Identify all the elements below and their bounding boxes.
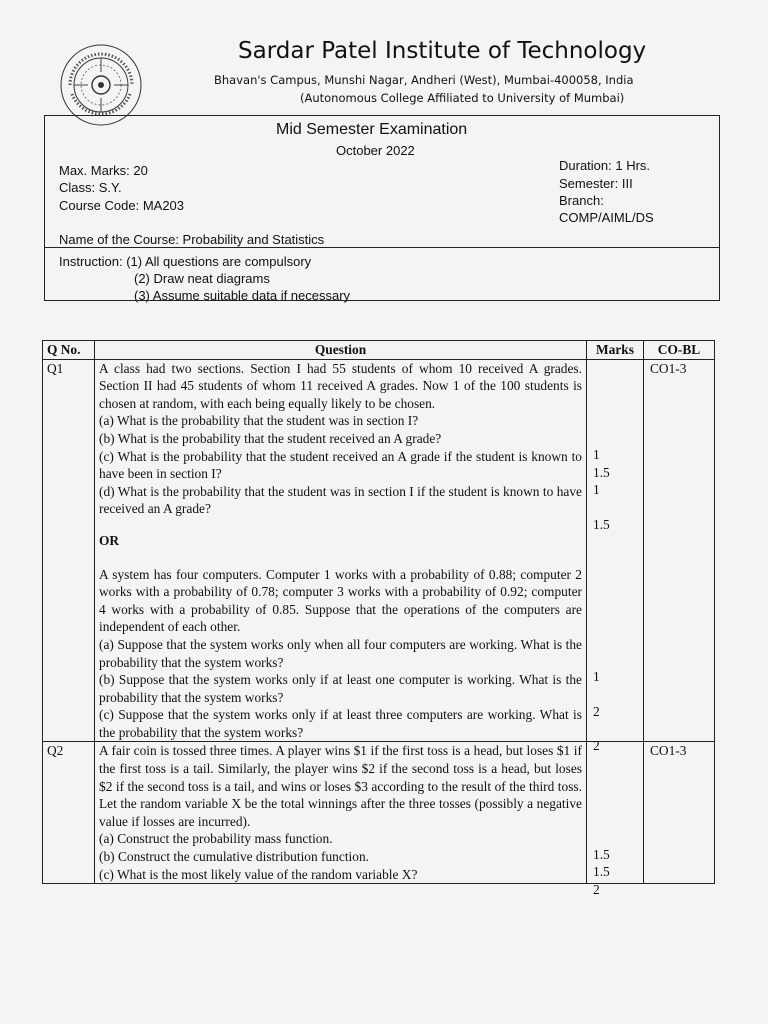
marks-value: 1.5: [593, 847, 610, 863]
question-part: (c) What is the most likely value of the random variable X?: [99, 866, 418, 882]
institute-affiliation: (Autonomous College Affiliated to University of Mumbai): [300, 91, 625, 105]
header-qno: Q No.: [43, 341, 95, 360]
co-bl-value: CO1-3: [644, 742, 715, 884]
table-row: [43, 359, 715, 742]
marks-cell: [587, 359, 644, 753]
instruction-line: Instruction: (1) All questions are compulsory: [59, 254, 312, 269]
question-part: (b) Suppose that the system works only if at least one computer is working. What is the probability that the system works?: [99, 672, 582, 705]
table-header-row: [43, 341, 715, 360]
max-marks: Max. Marks: 20: [59, 163, 148, 178]
question-part: (b) Construct the cumulative distribution function.: [99, 849, 369, 865]
or-label: OR: [99, 532, 120, 548]
marks-value: 2: [593, 882, 600, 898]
branch-value: COMP/AIML/DS: [559, 210, 654, 225]
question-part: (b) What is the probability that the student received an A grade?: [99, 430, 442, 446]
question-number: Q1: [43, 359, 95, 742]
course-code: Course Code: MA203: [59, 198, 185, 213]
marks-value: 1.5: [593, 516, 610, 532]
branch-label: Branch:: [559, 193, 604, 208]
marks-value: 2: [593, 737, 600, 753]
header-co-bl: CO-BL: [644, 341, 715, 360]
exam-box-divider: [44, 247, 720, 248]
semester: Semester: III: [559, 176, 633, 191]
class-info: Class: S.Y.: [59, 180, 122, 195]
course-name: Name of the Course: Probability and Statistics: [59, 232, 325, 247]
co-bl-value: CO1-3: [644, 359, 715, 742]
question-number: Q2: [43, 742, 95, 884]
question-part: (c) What is the probability that the student received an A grade if the student is known to have been in section I?: [99, 448, 582, 482]
marks-value: 1.5: [593, 464, 610, 480]
question-intro: A class had two sections. Section I had 55 students of whom 10 received A grades. Section II had 45 students of whom 11 received A grades. Now 1 of the 100 students is chosen at random, with each being equally likely to be chosen.: [99, 360, 582, 411]
instruction-line: (3) Assume suitable data if necessary: [134, 288, 351, 303]
exam-title: Mid Semester Examination: [276, 121, 468, 138]
table-row: [43, 742, 715, 884]
question-part: (c) Suppose that the system works only if at least three computers are working. What is the probability that the system works?: [99, 707, 582, 740]
institute-address: Bhavan's Campus, Munshi Nagar, Andheri (West), Mumbai-400058, India: [214, 73, 634, 87]
question-text: [95, 359, 587, 742]
exam-month: October 2022: [336, 143, 415, 158]
question-part: (a) Suppose that the system works only when all four computers are working. What is the probability that the system works?: [99, 636, 582, 670]
duration: Duration: 1 Hrs.: [559, 158, 651, 173]
question-text: [95, 742, 587, 884]
marks-value: 1: [593, 668, 600, 684]
marks-value: 2: [593, 703, 600, 719]
marks-value: 1: [593, 481, 600, 497]
question-intro: A system has four computers. Computer 1 works with a probability of 0.88; computer 2 works with a probability of 0.78; computer 3 works with a probability of 0.92; computer 4 works with a probability of 0.85. Suppose that the operations of the computers are independent of each other.: [99, 566, 582, 635]
institute-name: Sardar Patel Institute of Technology: [238, 38, 647, 64]
header-marks: Marks: [587, 341, 644, 360]
question-table: [42, 340, 715, 898]
question-intro: A fair coin is tossed three times. A player wins $1 if the first toss is a head, but loses $1 if the first toss is a tail. Similarly, the player wins $2 if the second toss is a head, but loses $2 if the second toss is a tail, and wins or loses $3 according to the result of the third toss. Let the random variable X be the total winnings after the three tosses (possibly a negative value if losses are incurred).: [99, 743, 582, 829]
marks-value: 1: [593, 446, 600, 462]
question-part: (a) What is the probability that the student was in section I?: [99, 413, 419, 429]
instruction-line: (2) Draw neat diagrams: [134, 271, 270, 286]
marks-value: 1.5: [593, 864, 610, 880]
marks-cell: [587, 742, 644, 898]
question-part: (d) What is the probability that the student was in section I if the student is known to have received an A grade?: [99, 483, 582, 517]
header-question: Question: [95, 341, 587, 360]
question-part: (a) Construct the probability mass function.: [99, 831, 333, 847]
